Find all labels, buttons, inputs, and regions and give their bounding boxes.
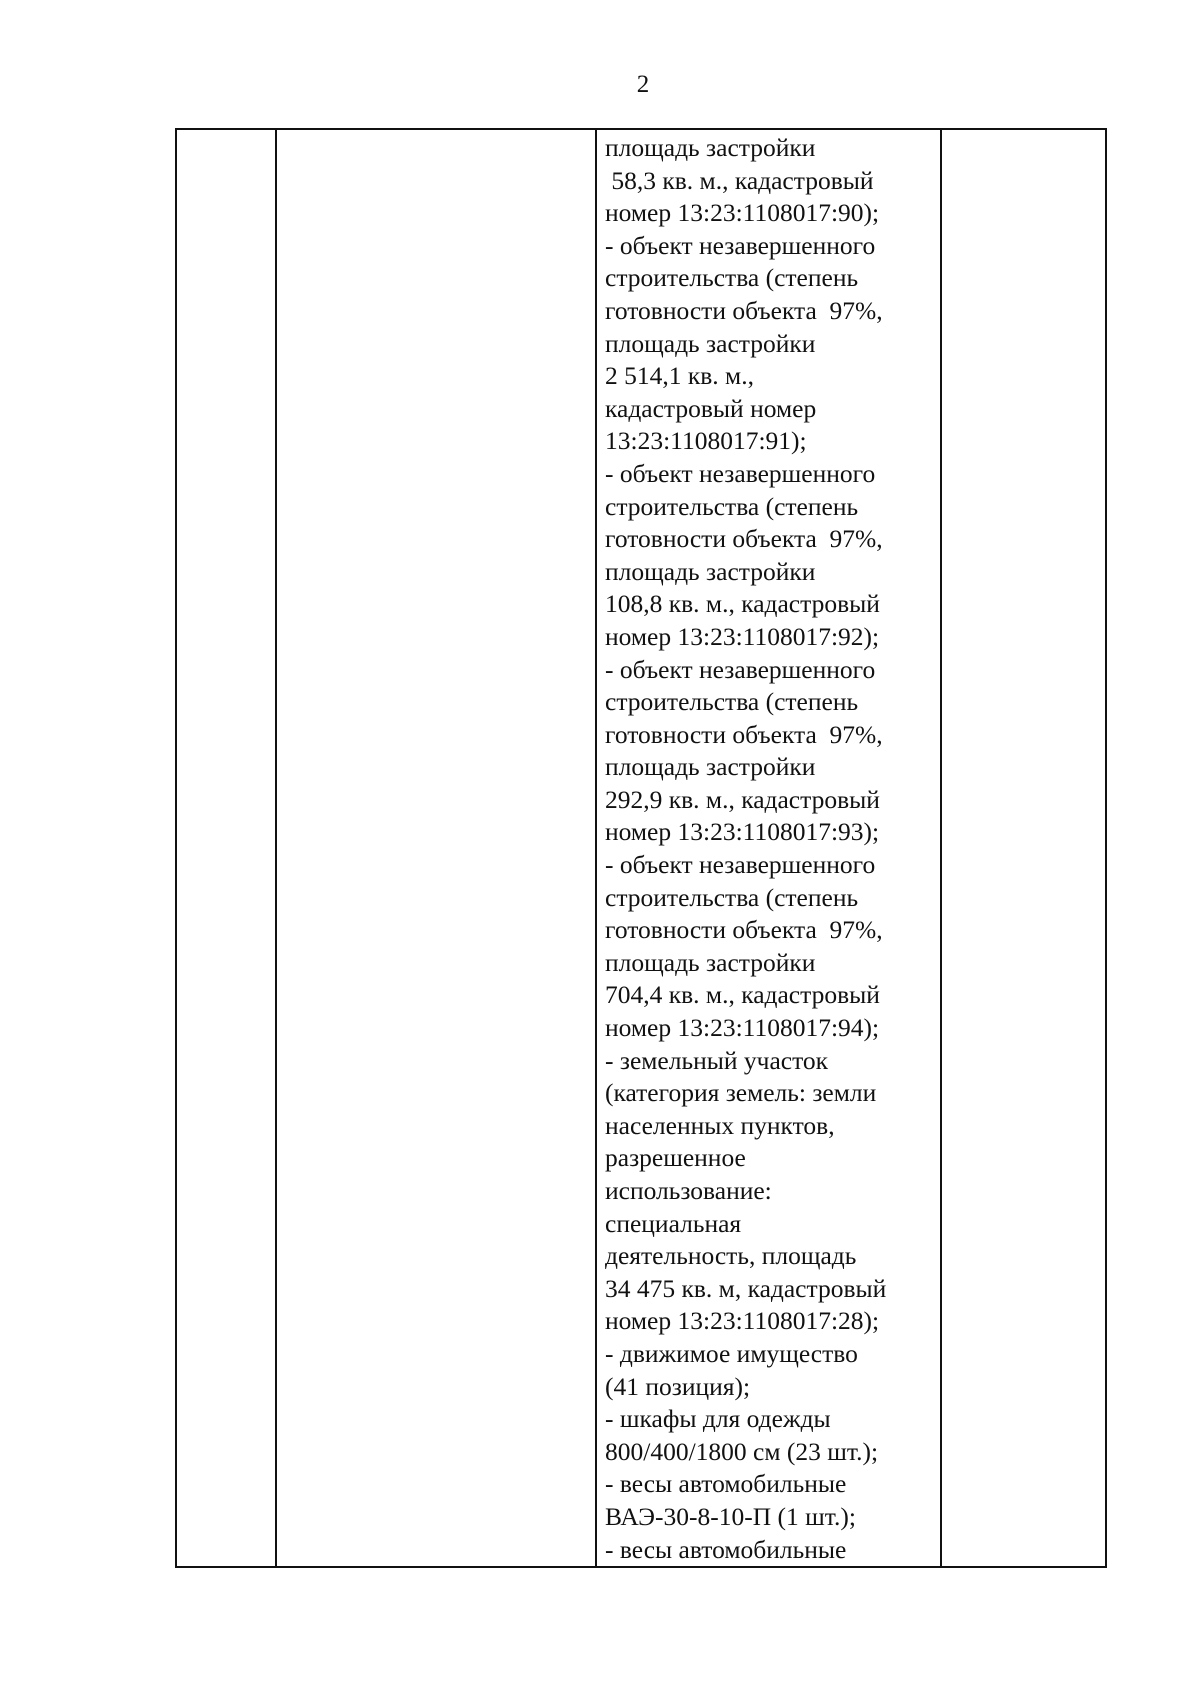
description-line: - объект незавершенного	[605, 230, 876, 260]
description-line: (категория земель: земли	[605, 1078, 877, 1108]
column-divider-3	[940, 130, 942, 1566]
description-line: площадь застройки	[605, 947, 816, 977]
description-line: - объект незавершенного	[605, 458, 876, 488]
description-line: 13:23:1108017:91);	[605, 426, 807, 456]
description-line: строительства (степень	[605, 263, 859, 293]
description-line: деятельность, площадь	[605, 1241, 857, 1271]
description-line: ВАЭ-30-8-10-П (1 шт.);	[605, 1501, 856, 1531]
description-line: - шкафы для одежды	[605, 1404, 831, 1434]
description-line: строительства (степень	[605, 882, 859, 912]
column-divider-1	[275, 130, 277, 1566]
description-line: площадь застройки	[605, 133, 816, 162]
description-line: готовности объекта 97%,	[605, 915, 883, 945]
description-line: номер 13:23:1108017:92);	[605, 621, 880, 651]
description-line: разрешенное	[605, 1143, 746, 1173]
description-line: строительства (степень	[605, 687, 859, 717]
description-line: номер 13:23:1108017:93);	[605, 817, 880, 847]
description-line: кадастровый номер	[605, 393, 817, 423]
description-line: площадь застройки	[605, 556, 816, 586]
description-line: площадь застройки	[605, 752, 816, 782]
description-line: - весы автомобильные	[605, 1534, 847, 1564]
description-line: готовности объекта 97%,	[605, 524, 883, 554]
description-line: 58,3 кв. м., кадастровый	[605, 165, 874, 195]
description-line: готовности объекта 97%,	[605, 719, 883, 749]
description-line: - земельный участок	[605, 1045, 829, 1075]
description-line: 704,4 кв. м., кадастровый	[605, 980, 880, 1010]
description-line: использование:	[605, 1176, 772, 1205]
description-line: 800/400/1800 см (23 шт.);	[605, 1436, 879, 1466]
description-line: 292,9 кв. м., кадастровый	[605, 784, 880, 814]
description-line: номер 13:23:1108017:94);	[605, 1013, 880, 1043]
description-line: номер 13:23:1108017:28);	[605, 1306, 880, 1336]
description-line: - объект незавершенного	[605, 654, 876, 684]
description-line: (41 позиция);	[605, 1371, 751, 1401]
column-divider-2	[595, 130, 597, 1566]
page-number: 2	[636, 71, 650, 98]
description-line: 2 514,1 кв. м.,	[605, 361, 754, 391]
description-line: - весы автомобильные	[605, 1469, 847, 1499]
description-line: - объект незавершенного	[605, 850, 876, 880]
property-description-cell	[605, 132, 937, 1566]
description-line: строительства (степень	[605, 491, 859, 521]
description-line: специальная	[605, 1208, 742, 1238]
description-line: площадь застройки	[605, 328, 816, 358]
description-line: номер 13:23:1108017:90);	[605, 198, 880, 228]
description-line: 108,8 кв. м., кадастровый	[605, 589, 880, 619]
description-line: 34 475 кв. м, кадастровый	[605, 1273, 887, 1303]
property-table	[175, 128, 1107, 1568]
description-line: - движимое имущество	[605, 1338, 858, 1368]
description-line: населенных пунктов,	[605, 1110, 835, 1140]
description-line: готовности объекта 97%,	[605, 295, 883, 325]
